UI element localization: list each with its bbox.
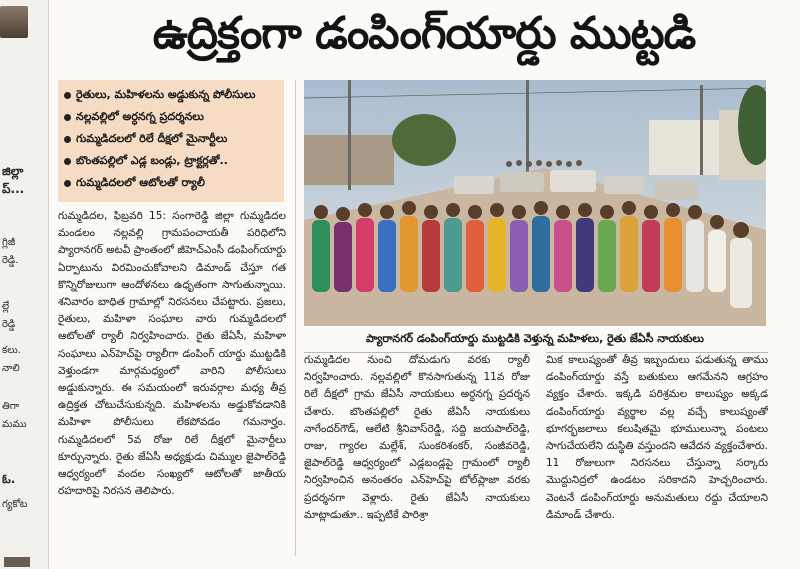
bullet-icon — [64, 114, 71, 121]
adjacent-text-fragment: ఓ. — [2, 472, 16, 486]
bullet-icon — [64, 92, 71, 99]
adjacent-photo-thumbnail — [0, 6, 28, 38]
adjacent-article-strip — [0, 0, 49, 569]
news-photo — [304, 80, 766, 326]
column-divider — [295, 80, 296, 556]
article-body-column-1 — [58, 208, 286, 558]
bullet-icon — [64, 180, 71, 187]
adjacent-text-fragment: మము — [2, 419, 27, 430]
adjacent-text-fragment: రెడ్డి — [2, 319, 16, 330]
highlights-box — [58, 80, 284, 202]
adjacent-text-fragment: ప్... — [2, 182, 25, 196]
body-paragraph: గుమ్మడిదల, ఫిబ్రవరి 15: సంగారెడ్డి జిల్లా గుమ్మడిదల మండలం నల్లవల్లి గ్రామపంచాయతీ పరిధిలోని ప్యారానగర్ అటవీ ప్రాంతంలో జీహెచ్ఎంసీ డంపింగ్‌యార్డు ఏర్పాటును విరమించుకోవాలని డిమాండ్ చేస్తూ గత కొన్నిరోజులుగా ఆందోళనలు ఉధృతంగా సాగుతున్నాయి. శనివారం బాధిత గ్రామాల్లో నిరసనలు చేపట్టారు. ప్రజలు, రైతులు, మహిళా సంఘాల వారు గుమ్మడిదలలో ఆటోలతో ర్యాలీ నిర్వహించారు. రైతు జేఏసీ, మహిళా సంఘాలు ఎన్‌హెచ్‌పై ర్యాలీగా డంపింగ్ యార్డు ముట్టడికి వెళ్తుండగా మార్గమధ్యంలో వారిని పోలీసులు అడ్డుకున్నారు. ఈ సమయంలో ఇరువర్గాల మధ్య తీవ్ర ఉద్రిక్తత చోటుచేసుకున్నది. మహిళలను అడ్డుకోవడానికి మహిళా పోలీసులు లేకపోవడం గమనార్హం. గుమ్మడిదలలో 5వ రోజు రిలే దీక్షలో మైనార్టీలు కూర్చున్నారు. రైతు జేఏసీ అధ్యక్షుడు చిమ్ముల జైపాల్‌రెడ్డి ఆధ్వర్యంలో వందల సంఖ్యలో ఆటోలతో జాతీయ రహదారిపై నిరసన తెలిపారు. — [58, 210, 286, 498]
highlight-item — [64, 172, 278, 194]
bullet-icon — [64, 136, 71, 143]
adjacent-text-fragment: గ్లిజీ — [2, 237, 16, 248]
highlight-text: గుమ్మడిదలలో ఆటోలతో ర్యాలీ — [76, 176, 205, 189]
adjacent-text-fragment: జిల్లా — [2, 164, 24, 178]
article-body-column-2 — [304, 352, 530, 552]
article-headline: ఉద్రిక్తంగా డంపింగ్‌యార్డు ముట్టడి — [152, 8, 696, 59]
protest-march-photo-illustration — [304, 80, 766, 326]
highlight-text: రైతులు, మహిళలను అడ్డుకున్న పోలీసులు — [76, 88, 256, 101]
adjacent-text-fragment: గ్యకోట — [2, 499, 28, 510]
adjacent-text-fragment: తిగా — [2, 401, 20, 412]
highlight-item — [64, 128, 278, 150]
adjacent-text-fragment: నాలి — [2, 363, 20, 374]
body-paragraph: మిక కాలుష్యంతో తీవ్ర ఇబ్బందులు పడుతున్న తాము డంపింగ్‌యార్డు వస్తే బతుకులు ఆగమేనని ఆగ్రహం వ్యక్తం చేశారు. ఇక్కడి పరిశ్రమల కాలుష్యం అక్కడ డంపింగ్‌యార్డు వ్యర్థాల వల్ల వచ్చే కాలుష్యంతో భూగర్భజలాలు కలుషితమై భూములున్నా పంటలు సాగుచేయలేని దుస్థితి వస్తుందని ఆవేదన వ్యక్తంచేశారు. 11 రోజులుగా నిరసనలు చేస్తున్నా సర్కారు మొద్దునిద్రలో ఉండటం సరికాదని హెచ్చరించారు. వెంటనే డంపింగ్‌యార్డు అనుమతులు రద్దు చేయాలని డిమాండ్ చేశారు. — [546, 354, 768, 521]
adjacent-photo-thumbnail — [4, 557, 30, 567]
bullet-icon — [64, 158, 71, 165]
highlight-item — [64, 150, 278, 172]
highlight-text: బొంతపల్లిలో ఎడ్ల బండ్లు, ట్రాక్టర్లతో.. — [76, 154, 228, 167]
highlight-text: నల్లవల్లిలో అర్ధనగ్న ప్రదర్శనలు — [76, 110, 204, 123]
highlight-text: గుమ్మడిదలలో రిలే దీక్షలో మైనార్టీలు — [76, 132, 228, 145]
article-body-column-3 — [546, 352, 768, 552]
highlight-item — [64, 106, 278, 128]
adjacent-text-fragment: కలు. — [2, 345, 21, 356]
highlight-item — [64, 84, 278, 106]
body-paragraph: గుమ్మడిదల నుంచి దోమడుగు వరకు ర్యాలీ నిర్వహించారు. నల్లవల్లిలో కొనసాగుతున్న 11వ రోజు రిలే దీక్షలో గ్రామ జేఏసీ నాయకులు అర్ధనగ్న ప్రదర్శన చేశారు. బొంతపల్లిలో రైతు జేఏసీ నాయకులు నాగేందర్‌గౌడ్, ఆలేటి శ్రీనివాస్‌రెడ్డి, సద్ది జయపాల్‌రెడ్డి, రాజు, గ్యారల మల్లేశ్, సుంకరిశంకర్, సంజీవరెడ్డి, జైపాల్‌రెడ్డి ఆధ్వర్యంలో ఎడ్లబండ్లపై గ్రామంలో ర్యాలీ నిర్వహించిన అనంతరం ఎన్‌హెచ్‌పై టోల్‌ప్లాజా వరకు ప్రదర్శనగా వెళ్లారు. రైతు జేఏసీ నాయకులు మాట్లాడుతూ.. ఇప్పటికే పారిశ్రా — [304, 354, 530, 521]
adjacent-text-fragment: రెడ్డి. — [2, 255, 19, 266]
adjacent-text-fragment: ల్లే — [2, 301, 10, 312]
photo-caption: ప్యారానగర్ డంపింగ్‌యార్డు ముట్టడికి వెళ్తున్న మహిళలు, రైతు జేఏసీ నాయకులు — [366, 332, 704, 345]
